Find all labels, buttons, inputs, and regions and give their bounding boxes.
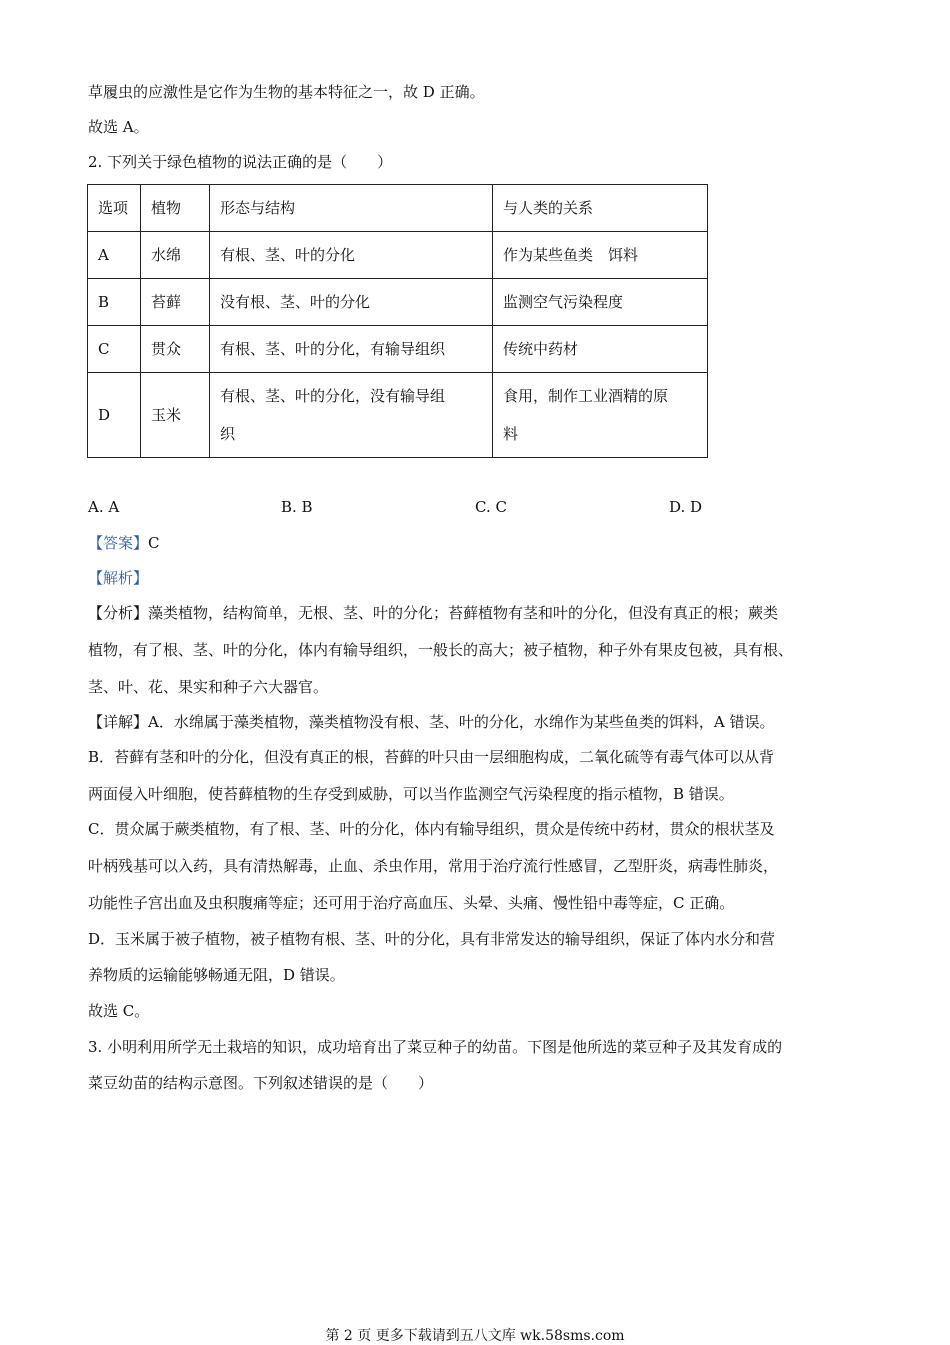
table-cell-relation: 传统中药材 — [493, 326, 708, 373]
table-cell-structure: 有根、茎、叶的分化，有输导组织 — [210, 326, 493, 373]
table-row — [88, 232, 708, 279]
q3-stem-line: 3. 小明利用所学无土栽培的知识，成功培育出了菜豆种子的幼苗。下图是他所选的菜豆种子及其发育成的 — [88, 1038, 783, 1056]
table-cell-plant: 贯众 — [141, 326, 210, 373]
q2-choice: 故选 C。 — [88, 1002, 150, 1020]
table-row — [88, 326, 708, 373]
table-cell-option: C — [88, 326, 141, 373]
analysis-label: 【解析】 — [88, 569, 149, 587]
analysis-line: 【分析】藻类植物，结构简单，无根、茎、叶的分化；苔藓植物有茎和叶的分化，但没有真正的根；蕨类 — [88, 604, 779, 622]
detail-line: 叶柄残基可以入药，具有清热解毒，止血、杀虫作用，常用于治疗流行性感冒，乙型肝炎，病毒性肺炎， — [88, 857, 779, 875]
answer-line — [88, 533, 160, 553]
detail-line: 两面侵入叶细胞，使苔藓植物的生存受到威胁，可以当作监测空气污染程度的指示植物，B 错误。 — [88, 785, 734, 803]
page-footer: 第 2 页 更多下载请到五八文库 wk.58sms.com — [325, 1328, 625, 1344]
structure-line-1: 有根、茎、叶的分化，没有输导组 — [220, 387, 446, 405]
analysis-line: 茎、叶、花、果实和种子六大器官。 — [88, 678, 329, 696]
relation-line-1: 食用，制作工业酒精的原 — [503, 387, 669, 405]
answer-label: 【答案】 — [88, 534, 149, 552]
option-c: C. C — [475, 498, 507, 516]
table-header-cell: 形态与结构 — [210, 185, 493, 232]
option-d: D. D — [669, 498, 703, 516]
table-cell-relation — [493, 373, 708, 458]
prev-explanation-line: 草履虫的应激性是它作为生物的基本特征之一，故 D 正确。 — [88, 83, 485, 101]
detail-line: C．贯众属于蕨类植物，有了根、茎、叶的分化，体内有输导组织，贯众是传统中药材，贯众的根状茎及 — [88, 820, 775, 838]
q2-stem: 2. 下列关于绿色植物的说法正确的是（ ） — [88, 153, 393, 171]
table-cell-structure: 没有根、茎、叶的分化 — [210, 279, 493, 326]
detail-line: D．玉米属于被子植物，被子植物有根、茎、叶的分化，具有非常发达的输导组织，保证了体内水分和营 — [88, 930, 776, 948]
table-header-cell: 选项 — [88, 185, 141, 232]
table-header-row — [88, 185, 708, 232]
answer-value: C — [148, 534, 160, 552]
relation-line-2: 料 — [503, 425, 519, 443]
table-cell-structure: 有根、茎、叶的分化 — [210, 232, 493, 279]
prev-choice: 故选 A。 — [88, 118, 149, 136]
table-cell-plant: 水绵 — [141, 232, 210, 279]
table-cell-plant: 苔藓 — [141, 279, 210, 326]
structure-line-2: 织 — [220, 425, 236, 443]
table-cell-relation: 监测空气污染程度 — [493, 279, 708, 326]
detail-line: 【详解】A．水绵属于藻类植物，藻类植物没有根、茎、叶的分化，水绵作为某些鱼类的饵料，A 错误。 — [88, 713, 775, 731]
option-b: B. B — [281, 498, 313, 516]
analysis-line: 植物，有了根、茎、叶的分化，体内有输导组织，一般长的高大；被子植物，种子外有果皮包被，具有根、 — [88, 641, 794, 659]
table-cell-option: D — [88, 373, 141, 458]
table-cell-plant: 玉米 — [141, 373, 210, 458]
table-header-cell: 植物 — [141, 185, 210, 232]
table-cell-structure — [210, 373, 493, 458]
q3-stem-line: 菜豆幼苗的结构示意图。下列叙述错误的是（ ） — [88, 1074, 434, 1092]
table-row — [88, 279, 708, 326]
table-cell-option: A — [88, 232, 141, 279]
q2-table — [87, 184, 708, 458]
table-cell-relation: 作为某些鱼类 饵料 — [493, 232, 708, 279]
detail-line: 功能性子宫出血及虫积腹痛等症；还可用于治疗高血压、头晕、头痛、慢性铅中毒等症，C 正确。 — [88, 894, 735, 912]
detail-line: B．苔藓有茎和叶的分化，但没有真正的根，苔藓的叶只由一层细胞构成，二氧化硫等有毒气体可以从背 — [88, 748, 775, 766]
table-cell-option: B — [88, 279, 141, 326]
option-a: A. A — [88, 498, 120, 516]
table-row — [88, 373, 708, 458]
table-header-cell: 与人类的关系 — [493, 185, 708, 232]
detail-line: 养物质的运输能够畅通无阻，D 错误。 — [88, 966, 345, 984]
